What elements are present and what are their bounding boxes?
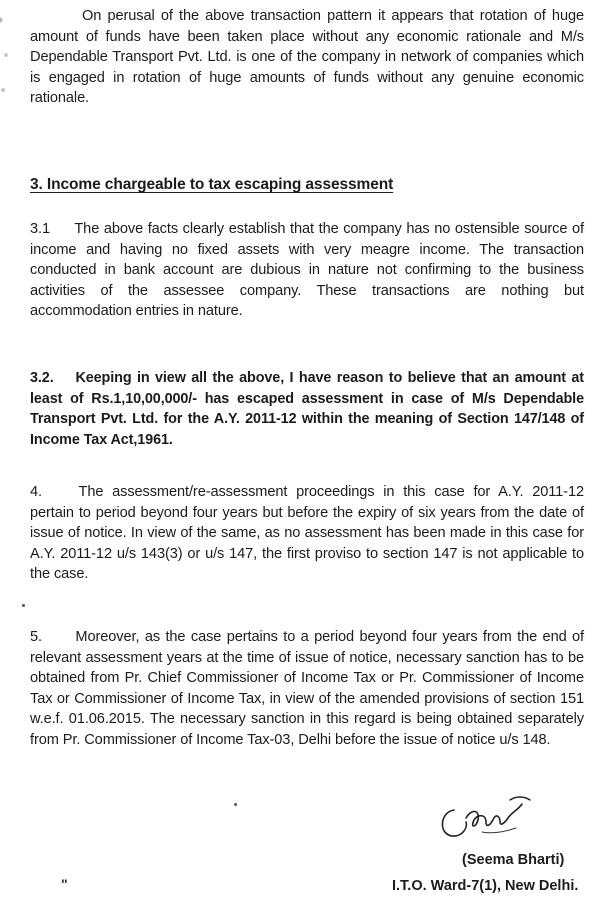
handwritten-signature bbox=[432, 788, 542, 848]
paragraph-3-2 bbox=[30, 368, 584, 450]
paragraph-text: Moreover, as the case pertains to a period beyond four years from the end of relevant assessment years at the time of issue of notice, necessary sanction has to be obtained from Pr. Chief Commissioner of Income Tax or Pr. Commissioner of Income Tax or Commissioner of Income Tax, in view of the amended provisions of section 151 w.e.f. 01.06.2015. The necessary sanction in this regard is being obtained separately from Pr. Commissioner of Income Tax-03, Delhi before the issue of notice u/s 148. bbox=[30, 629, 584, 748]
signatory-name: (Seema Bharti) bbox=[462, 852, 565, 868]
intro-paragraph bbox=[30, 6, 584, 109]
scan-edge-noise bbox=[0, 0, 18, 120]
intro-paragraph-text: On perusal of the above transaction pattern it appears that rotation of huge amount of funds have been taken place without any economic rationale and M/s Dependable Transport Pvt. Ltd. is one of the company in network of companies which is engaged in rotation of huge amounts of funds without any genuine economic rationale. bbox=[30, 8, 584, 106]
paragraph-number: 3.2. bbox=[30, 370, 54, 386]
scan-speck bbox=[234, 803, 237, 806]
paragraph-4 bbox=[30, 482, 584, 585]
paragraph-5 bbox=[30, 627, 584, 750]
paragraph-text: The above facts clearly establish that the company has no ostensible source of income and having no fixed assets with very meagre income. The transaction conducted in bank account are dubious in nature not confirming to the business activities of the assessee company. These transactions are nothing but accommodation entries in nature. bbox=[30, 221, 584, 319]
paragraph-number: 4. bbox=[30, 484, 42, 500]
paragraph-3-1 bbox=[30, 219, 584, 322]
signatory-designation: I.T.O. Ward-7(1), New Delhi. bbox=[392, 878, 579, 894]
paragraph-text: Keeping in view all the above, I have reason to believe that an amount at least of Rs.1,10,00,000/- has escaped assessment in case of M/s Dependable Transport Pvt. Ltd. for the A.Y. 2011-12 within the meaning of Section 147/148 of Income Tax Act,1961. bbox=[30, 370, 584, 448]
margin-mark: " bbox=[61, 876, 68, 892]
paragraph-number: 3.1 bbox=[30, 221, 50, 237]
section-heading: 3. Income chargeable to tax escaping assessment bbox=[30, 176, 394, 193]
scan-speck bbox=[22, 604, 25, 607]
paragraph-text: The assessment/re-assessment proceedings in this case for A.Y. 2011-12 pertain to period beyond four years but before the expiry of six years from the date of issue of notice. In view of the same, as no assessment has been made in this case for A.Y. 2011-12 u/s 143(3) or u/s 147, the first proviso to section 147 is not applicable to the case. bbox=[30, 484, 584, 582]
paragraph-number: 5. bbox=[30, 629, 42, 645]
